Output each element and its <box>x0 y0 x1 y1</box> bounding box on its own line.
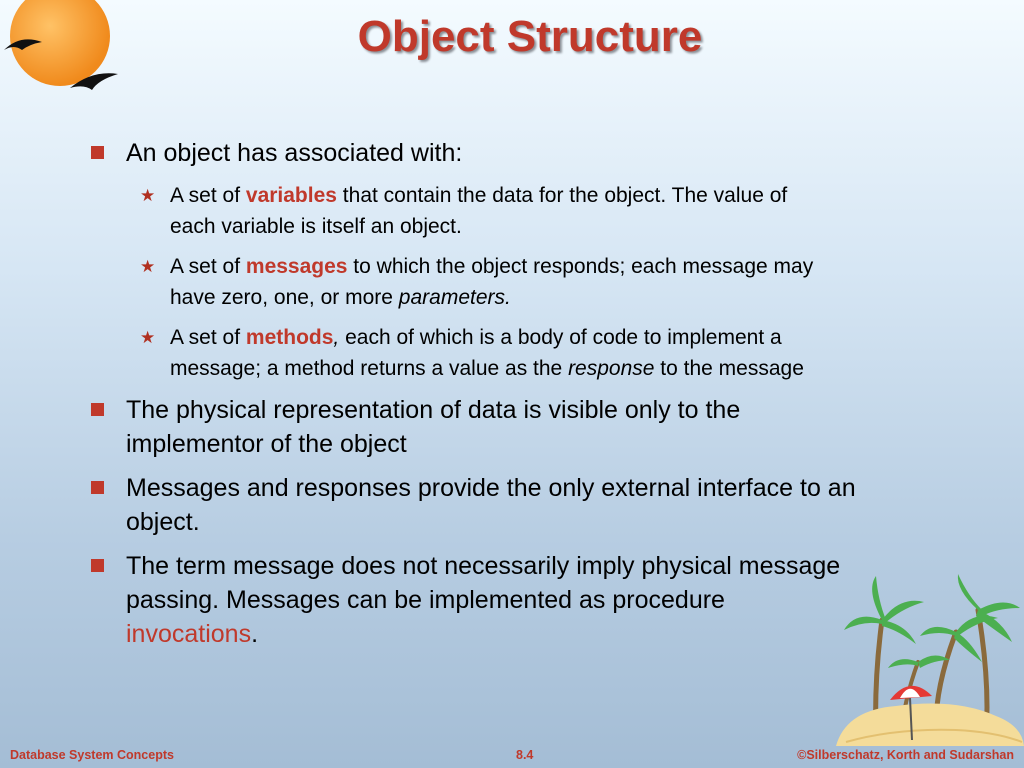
slide-title: Object Structure <box>357 12 703 61</box>
red-square-bullet-icon <box>91 146 104 159</box>
bullet-period: . <box>251 620 259 648</box>
sub-bullet-prefix: A set of <box>170 326 246 349</box>
bullet-text: object. <box>126 508 200 536</box>
sub-bullet-text: each variable is itself an object. <box>170 215 462 238</box>
bullet-item <box>88 136 968 170</box>
term-response: response <box>568 357 655 380</box>
star-bullet-icon: ★ <box>140 328 156 347</box>
red-square-bullet-icon <box>91 559 104 572</box>
sub-bullet-text: to the message <box>654 357 804 380</box>
sub-bullet-text: to which the object responds; each message may <box>347 255 814 278</box>
palm-island-icon <box>836 570 1024 750</box>
star-bullet-icon: ★ <box>140 186 156 205</box>
bullet-item <box>88 471 968 539</box>
star-bullet-icon: ★ <box>140 257 156 276</box>
keyword-methods: methods <box>245 326 334 349</box>
bullet-text: implementor of the object <box>126 430 407 458</box>
bullet-text: The term message does not necessarily imply physical message <box>126 552 841 580</box>
keyword-messages: messages <box>245 255 348 278</box>
sub-bullet-prefix: A set of <box>170 184 246 207</box>
sub-bullet-prefix: A set of <box>170 255 246 278</box>
keyword-variables: variables <box>245 184 337 207</box>
bullet-text: The physical representation of data is visible only to the <box>126 396 741 424</box>
red-square-bullet-icon <box>91 481 104 494</box>
footer-copyright: ©Silberschatz, Korth and Sudarshan <box>797 748 1014 762</box>
footer-course-title: Database System Concepts <box>10 748 174 762</box>
bullet-text: passing. Messages can be implemented as procedure <box>126 586 725 614</box>
bullet-text: An object has associated with: <box>126 139 463 167</box>
sub-bullet-item <box>88 180 968 242</box>
sub-bullet-comma: , <box>333 326 340 349</box>
sub-bullet-text: have zero, one, or more <box>170 286 399 309</box>
sub-bullet-text: message; a method returns a value as the <box>170 357 569 380</box>
sub-bullet-text: each of which is a body of code to implement a <box>339 326 782 349</box>
bullet-item <box>88 393 968 461</box>
footer-slide-number: 8.4 <box>516 748 534 762</box>
sub-bullet-item <box>88 322 968 384</box>
invocations-link[interactable]: invocations <box>126 620 252 648</box>
red-square-bullet-icon <box>91 403 104 416</box>
sub-bullet-text: that contain the data for the object. The value of <box>336 184 788 207</box>
bullet-text: Messages and responses provide the only external interface to an <box>126 474 856 502</box>
sub-bullet-item <box>88 251 968 313</box>
term-parameters: parameters. <box>398 286 511 309</box>
